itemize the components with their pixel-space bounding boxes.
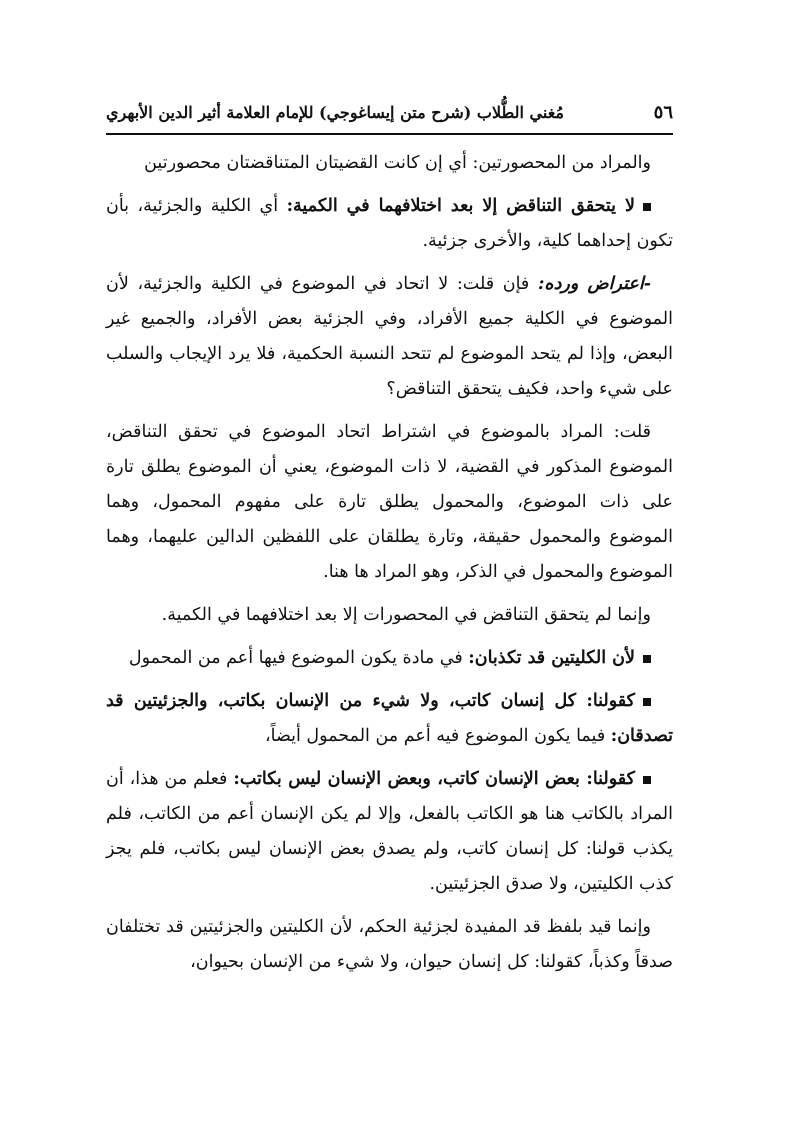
bullet-icon bbox=[643, 655, 651, 663]
matn-quote: كقولنا: كل إنسان كاتب، ولا شيء من الإنسان بكاتب، والجزئيتين قد تصدقان: bbox=[106, 691, 673, 746]
paragraph-text: وإنما لم يتحقق التناقض في المحصورات إلا بعد اختلافهما في الكمية. bbox=[161, 605, 651, 625]
paragraph-text: في مادة يكون الموضوع فيها أعم من المحمول bbox=[128, 648, 469, 668]
paragraph-example-two bbox=[106, 762, 673, 902]
body-text bbox=[106, 146, 673, 988]
paragraph-quantity-condition bbox=[106, 189, 673, 259]
paragraph-example-one bbox=[106, 684, 673, 754]
header-rule bbox=[106, 133, 673, 135]
paragraph-objection bbox=[106, 267, 673, 407]
paragraph-definition bbox=[106, 146, 673, 181]
paragraph-universals-false bbox=[106, 641, 673, 676]
running-title: مُغني الطُّلاب (شرح متن إيساغوجي) للإمام العلامة أثير الدين الأبهري bbox=[106, 102, 564, 122]
page-number: ٥٦ bbox=[653, 101, 673, 123]
bullet-icon bbox=[643, 776, 651, 784]
page-header bbox=[106, 92, 673, 132]
paragraph-text: فإن قلت: لا اتحاد في الموضوع في الكلية والجزئية، لأن الموضوع في الكلية جميع الأفراد، وفي الجزئية بعض الأفراد، والجميع غير البعض، وإذا لم يتحد الموضوع لم تتحد النسبة الحكمية، فلا يرد الإيجاب والسلب على شيء واحد، فكيف يتحقق التناقض؟ bbox=[106, 274, 673, 399]
paragraph-qad-qualifier bbox=[106, 910, 673, 980]
paragraph-text: فعلم من هذا، أن المراد بالكاتب هنا هو الكاتب بالفعل، وإلا لم يكن الإنسان أعم من الكاتب، فلم يكذب قولنا: كل إنسان كاتب، ولم يصدق بعض الإنسان ليس بكاتب، فلم يجز كذب الكليتين، ولا صدق الجزئيتين. bbox=[106, 769, 673, 894]
matn-quote: لأن الكليتين قد تكذبان: bbox=[468, 648, 635, 668]
paragraph-text: قلت: المراد بالموضوع في اشتراط اتحاد الموضوع في تحقق التناقض، الموضوع المذكور في القضية، لا ذات الموضوع، يعني أن الموضوع يطلق تارة على ذات الموضوع، والمحمول يطلق تارة على مفهوم المحمول، وهما الموضوع والمحمول حقيقة، وتارة يطلقان على اللفظين الدالين عليهما، وهما الموضوع والمحمول في الذكر، وهو المراد ها هنا. bbox=[106, 422, 673, 582]
matn-quote: كقولنا: بعض الإنسان كاتب، وبعض الإنسان ليس بكاتب: bbox=[233, 769, 635, 789]
bullet-icon bbox=[643, 203, 651, 211]
matn-quote: لا يتحقق التناقض إلا بعد اختلافهما في الكمية: bbox=[286, 196, 635, 216]
paragraph-summary bbox=[106, 598, 673, 633]
paragraph-text: والمراد من المحصورتين: أي إن كانت القضيتان المتناقضتان محصورتين bbox=[144, 153, 651, 173]
paragraph-text: وإنما قيد بلفظ قد المفيدة لجزئية الحكم، لأن الكليتين والجزئيتين قد تختلفان صدقاً وكذباً، كقولنا: كل إنسان حيوان، ولا شيء من الإنسان بحيوان، bbox=[106, 917, 673, 972]
paragraph-text: فيما يكون الموضوع فيه أعم من المحمول أيضاً، bbox=[264, 726, 611, 746]
paragraph-text: أي الكلية والجزئية، بأن تكون إحداهما كلية، والأخرى جزئية. bbox=[106, 196, 673, 251]
bullet-icon bbox=[643, 698, 651, 706]
paragraph-answer bbox=[106, 415, 673, 590]
objection-heading: -اعتراض ورده: bbox=[537, 274, 651, 294]
